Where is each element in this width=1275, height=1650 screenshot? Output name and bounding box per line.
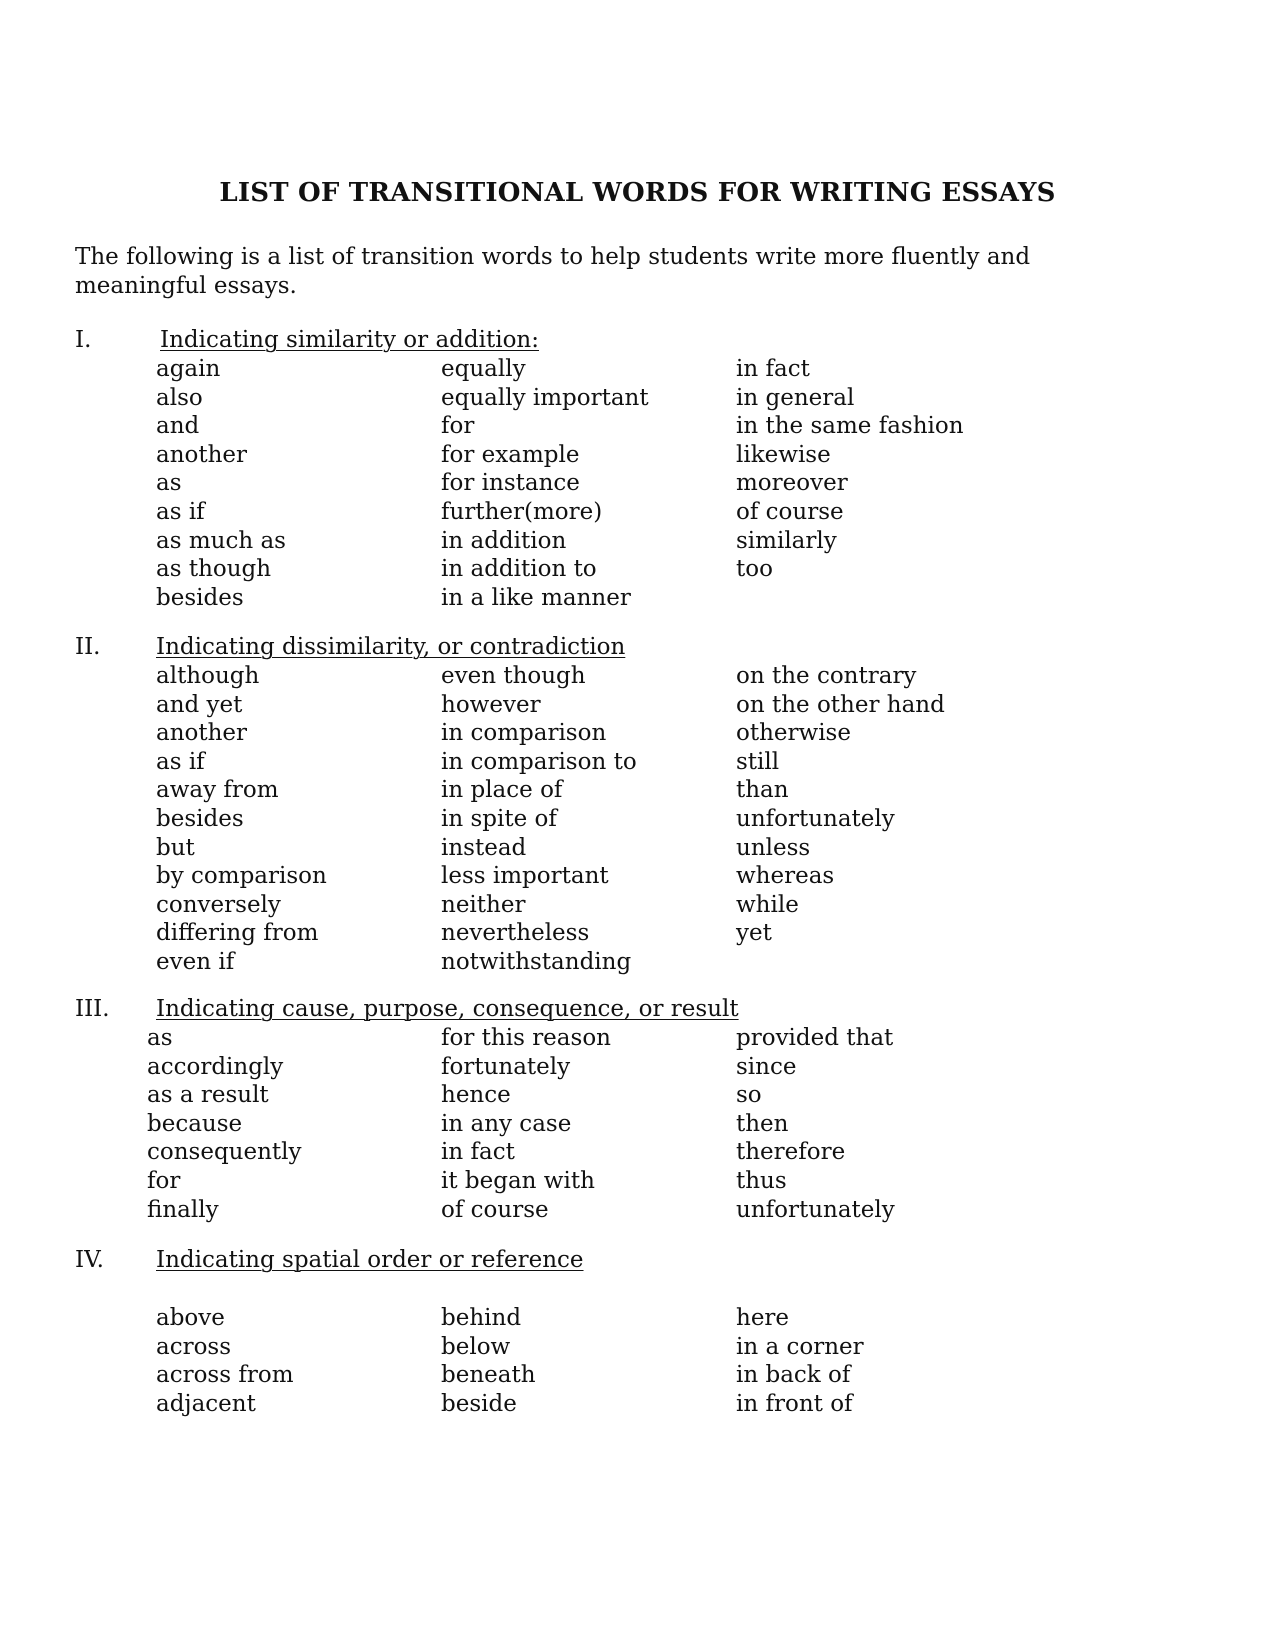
transition-word: provided that [736,1025,894,1051]
transition-word: in the same fashion [736,413,964,440]
section-heading: Indicating cause, purpose, consequence, or result [156,996,739,1022]
transition-word: across [156,1333,232,1360]
transition-word: unless [736,834,811,861]
transition-word: unfortunately [736,1196,895,1223]
section-numeral: III. [75,996,110,1022]
transition-word: thus [736,1168,787,1194]
transition-word: although [156,663,260,689]
transition-word: differing from [156,920,319,947]
transition-word: but [156,834,195,861]
transition-word: equally [441,356,526,382]
transition-word: because [147,1110,243,1137]
transition-word: and [156,413,200,440]
transition-word: beneath [441,1362,536,1389]
transition-word: in place of [441,777,563,804]
transition-word: as [156,470,182,497]
transition-word: for [441,413,475,440]
section-heading: Indicating spatial order or reference [156,1247,584,1273]
transition-word: yet [736,920,772,947]
transition-word: it began with [441,1168,595,1194]
transition-word: hence [441,1082,511,1109]
transition-word: for instance [441,470,580,497]
transition-word: as [147,1025,173,1051]
transition-word: likewise [736,441,831,468]
transition-word: in comparison to [441,748,637,775]
intro-paragraph: The following is a list of transition words to help students write more fluently and meaningful essays. [75,244,1031,299]
transition-word: in a corner [736,1333,864,1360]
transition-word: even though [441,663,586,689]
transition-word: less important [441,863,609,890]
transition-word: accordingly [147,1053,284,1080]
transition-word: than [736,777,789,804]
transition-word: unfortunately [736,806,895,832]
transition-word: in general [736,384,855,411]
transition-word: by comparison [156,863,327,890]
transition-word: another [156,441,248,468]
transition-word: in addition to [441,556,597,583]
transition-word: of course [441,1196,549,1223]
transition-word: away from [156,777,279,804]
transition-word: whereas [736,863,835,890]
transition-word: adjacent [156,1390,256,1417]
transition-word: so [736,1082,762,1109]
transition-word: for example [441,441,580,468]
transition-word: in spite of [441,806,557,832]
transition-word: fortunately [441,1053,571,1080]
transition-word: notwithstanding [441,949,632,975]
transition-word: besides [156,806,244,832]
transition-word: as though [156,556,272,583]
transition-word: equally important [441,384,649,411]
transition-word: another [156,720,248,747]
section-heading: Indicating similarity or addition: [160,327,539,353]
transition-word: still [736,748,780,775]
section-heading: Indicating dissimilarity, or contradiction [156,634,626,660]
transition-word: further(more) [441,499,603,525]
transition-word: and yet [156,691,243,718]
transition-word: finally [147,1196,219,1223]
transition-word: of course [736,499,844,525]
transition-word: in front of [736,1390,853,1417]
section-numeral: IV. [75,1247,104,1273]
transition-word: as much as [156,527,286,554]
transition-word: also [156,384,203,411]
section-numeral: I. [75,327,92,353]
transition-word: instead [441,834,527,861]
transition-word: in a like manner [441,584,631,611]
transition-word: across from [156,1362,294,1389]
transition-word: therefore [736,1139,846,1166]
transition-word: besides [156,584,244,611]
transition-word: however [441,691,541,718]
page-title: LIST OF TRANSITIONAL WORDS FOR WRITING ESSAYS [219,178,1056,208]
transition-word: otherwise [736,720,851,747]
transition-word: beside [441,1390,517,1417]
transition-word: as if [156,748,205,775]
transition-word: on the other hand [736,691,945,718]
transition-word: since [736,1053,797,1080]
transition-word: nevertheless [441,920,590,947]
transition-word: in back of [736,1362,851,1389]
transition-word: below [441,1333,511,1360]
section-numeral: II. [75,634,101,660]
transition-word: behind [441,1305,522,1331]
transition-word: in fact [441,1139,515,1166]
transition-word: neither [441,891,526,918]
transition-word: then [736,1110,789,1137]
transition-word: in addition [441,527,567,554]
transition-word: as a result [147,1082,269,1109]
transition-word: here [736,1305,790,1331]
transition-word: as if [156,499,205,525]
transition-word: similarly [736,527,837,554]
transition-word: on the contrary [736,663,917,689]
transition-word: in any case [441,1110,572,1137]
transition-word: moreover [736,470,848,497]
transition-word: for [147,1168,181,1194]
transition-word: while [736,891,799,918]
transition-word: even if [156,949,235,975]
transition-word: consequently [147,1139,302,1166]
transition-word: again [156,356,221,382]
transition-word: above [156,1305,225,1331]
transition-word: too [736,556,773,583]
transition-word: in comparison [441,720,607,747]
transition-word: in fact [736,356,810,382]
transition-word: conversely [156,891,281,918]
transition-word: for this reason [441,1025,611,1051]
